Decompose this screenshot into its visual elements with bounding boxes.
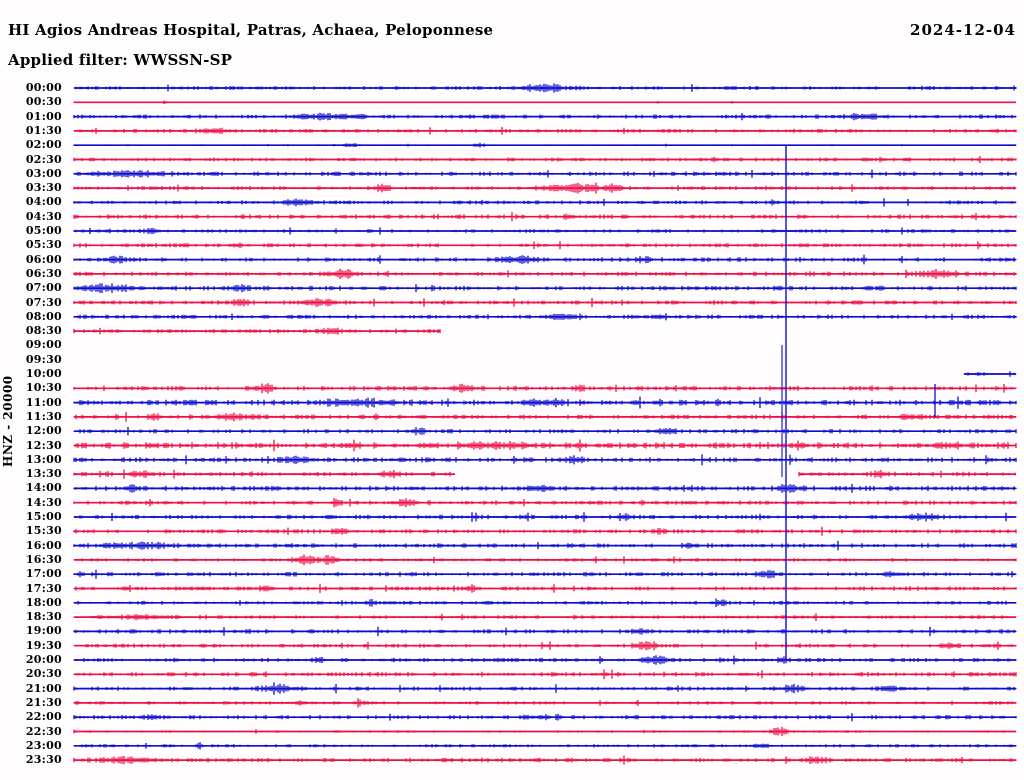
time-label-1030: 10:30 (25, 381, 62, 395)
time-label-1800: 18:00 (25, 595, 62, 609)
time-label-0200: 02:00 (25, 138, 62, 152)
time-label-1100: 11:00 (25, 395, 62, 409)
time-label-1600: 16:00 (25, 538, 62, 552)
time-label-2200: 22:00 (25, 710, 62, 724)
time-label-0100: 01:00 (25, 109, 62, 123)
time-label-0430: 04:30 (25, 209, 62, 223)
time-label-1130: 11:30 (25, 409, 62, 423)
filter-label: Applied filter: WWSSN-SP (8, 51, 233, 69)
time-label-1500: 15:00 (25, 510, 62, 523)
time-label-2130: 21:30 (25, 695, 62, 709)
channel-scale-label: HNZ - 20000 (1, 375, 15, 467)
time-label-1730: 17:30 (25, 581, 62, 595)
time-label-1900: 19:00 (25, 624, 62, 638)
time-label-0630: 06:30 (25, 266, 62, 280)
time-label-0730: 07:30 (25, 295, 62, 309)
trace-noise (964, 371, 1016, 376)
time-label-1630: 16:30 (25, 552, 62, 566)
time-label-0330: 03:30 (25, 181, 62, 195)
time-label-1930: 19:30 (25, 638, 62, 652)
time-label-0800: 08:00 (25, 309, 62, 323)
time-label-2000: 20:00 (25, 653, 62, 666)
time-label-2030: 20:30 (25, 667, 62, 681)
time-label-0830: 08:30 (25, 324, 62, 338)
time-label-1200: 12:00 (25, 424, 62, 438)
time-label-1430: 14:30 (25, 495, 62, 509)
time-label-0130: 01:30 (25, 123, 62, 137)
time-label-0030: 00:30 (25, 95, 62, 109)
time-label-0930: 09:30 (25, 352, 62, 366)
time-label-0300: 03:00 (25, 166, 62, 180)
page-title: HI Agios Andreas Hospital, Patras, Achaea, Peloponnese (8, 21, 494, 39)
time-label-0400: 04:00 (25, 195, 62, 209)
time-label-1330: 13:30 (25, 467, 62, 481)
date-label: 2024-12-04 (910, 21, 1016, 39)
time-label-1530: 15:30 (25, 524, 62, 538)
time-label-1830: 18:30 (25, 610, 62, 624)
time-label-0700: 07:00 (25, 281, 62, 295)
time-label-0530: 05:30 (25, 238, 62, 252)
time-label-0900: 09:00 (25, 338, 62, 352)
time-label-1000: 10:00 (25, 367, 62, 380)
time-label-1400: 14:00 (25, 481, 62, 495)
time-label-2100: 21:00 (25, 681, 62, 695)
time-label-0600: 06:00 (25, 252, 62, 266)
time-label-1230: 12:30 (25, 438, 62, 452)
time-label-0230: 02:30 (25, 152, 62, 166)
time-label-1300: 13:00 (25, 452, 62, 466)
time-label-1700: 17:00 (25, 567, 62, 581)
time-label-2230: 22:30 (25, 724, 62, 738)
time-label-2300: 23:00 (25, 738, 62, 752)
time-label-2330: 23:30 (25, 753, 62, 767)
time-label-0000: 00:00 (25, 81, 62, 94)
time-label-0500: 05:00 (25, 224, 62, 237)
